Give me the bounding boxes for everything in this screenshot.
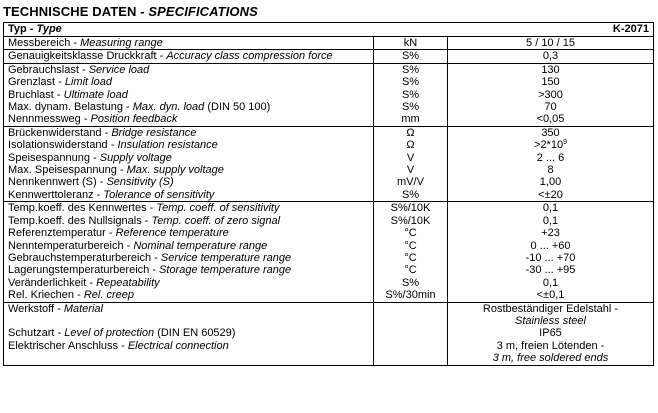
table-row: Schutzart - Level of protection (DIN EN 60529) IP65: [4, 327, 654, 339]
row-label: Isolationswiderstand - Insulation resistance: [4, 139, 374, 151]
row-unit: °C: [374, 264, 448, 276]
table-row: [4, 164, 654, 176]
row-label: Bruchlast - Ultimate load: [4, 89, 374, 101]
table-row: [4, 113, 654, 126]
row-value: <±20: [448, 189, 654, 202]
table-row: 3 m, free soldered ends: [4, 352, 654, 365]
row-unit: S%: [374, 63, 448, 76]
row-value: $>2*10^9$: [448, 139, 654, 151]
row-value: 1,00: [448, 176, 654, 188]
row-value: 8: [448, 164, 654, 176]
row-value: 5 / 10 / 15: [448, 37, 654, 50]
row-label: Messbereich - Measuring range: [4, 37, 374, 50]
table-row: [4, 189, 654, 202]
table-row: [4, 50, 654, 63]
row-value: 0,1: [448, 202, 654, 215]
row-label: Max. Speisespannung - Max. supply voltage: [4, 164, 374, 176]
row-value: 0,3: [448, 50, 654, 63]
row-unit: S%: [374, 189, 448, 202]
row-label: Nennkennwert (S) - Sensitivity (S): [4, 176, 374, 188]
row-label: Nennmessweg - Position feedback: [4, 113, 374, 126]
table-row: [4, 89, 654, 101]
row-unit: °C: [374, 227, 448, 239]
row-value: <0,05: [448, 113, 654, 126]
row-unit: S%/10K: [374, 202, 448, 215]
row-value: -10 ... +70: [448, 252, 654, 264]
row-value: 0,1: [448, 215, 654, 227]
row-label: Genauigkeitsklasse Druckkraft - Accuracy class compression force: [4, 50, 374, 63]
row-label: Speisespannung - Supply voltage: [4, 152, 374, 164]
table-row: [4, 63, 654, 76]
table-row: Elektrischer Anschluss - Electrical connection 3 m, freien Lötenden -: [4, 340, 654, 352]
row-value: 70: [448, 101, 654, 113]
row-unit: S%/30min: [374, 289, 448, 302]
row-unit: °C: [374, 240, 448, 252]
row-value: >300: [448, 89, 654, 101]
table-row: [4, 126, 654, 139]
row-label: Gebrauchslast - Service load: [4, 63, 374, 76]
row-unit: S%: [374, 101, 448, 113]
row-unit: V: [374, 164, 448, 176]
table-row: [4, 240, 654, 252]
row-unit: S%/10K: [374, 215, 448, 227]
table-row: Stainless steel: [4, 315, 654, 327]
row-unit: Ω: [374, 126, 448, 139]
table-row: [4, 152, 654, 164]
row-label: Veränderlichkeit - Repeatability: [4, 277, 374, 289]
row-value: +23: [448, 227, 654, 239]
row-value: 0,1: [448, 277, 654, 289]
row-unit: mm: [374, 113, 448, 126]
row-value: -30 ... +95: [448, 264, 654, 276]
table-row: [4, 264, 654, 276]
row-label: Gebrauchstemperaturbereich - Service temperature range: [4, 252, 374, 264]
row-label: Max. dynam. Belastung - Max. dyn. load (DIN 50 100): [4, 101, 374, 113]
row-value: <±0,1: [448, 289, 654, 302]
row-label: Kennwerttoleranz - Tolerance of sensitivity: [4, 189, 374, 202]
row-unit: °C: [374, 252, 448, 264]
row-label: Nenntemperaturbereich - Nominal temperature range: [4, 240, 374, 252]
spec-table: [3, 22, 654, 366]
table-row: [4, 76, 654, 88]
row-label: Rel. Kriechen - Rel. creep: [4, 289, 374, 302]
model-number: K-2071: [448, 23, 654, 37]
table-row: [4, 176, 654, 188]
row-unit: S%: [374, 89, 448, 101]
table-row: [4, 215, 654, 227]
row-value: 130: [448, 63, 654, 76]
row-unit: S%: [374, 76, 448, 88]
table-header: Typ - Type K-2071: [4, 23, 654, 37]
table-row: [4, 101, 654, 113]
table-row: [4, 277, 654, 289]
table-row: [4, 289, 654, 302]
row-unit: kN: [374, 37, 448, 50]
row-value: 350: [448, 126, 654, 139]
table-row: Werkstoff - Material Rostbeständiger Edelstahl -: [4, 302, 654, 315]
row-value: 150: [448, 76, 654, 88]
row-label: Brückenwiderstand - Bridge resistance: [4, 126, 374, 139]
table-row: [4, 252, 654, 264]
row-unit: S%: [374, 50, 448, 63]
row-label: Temp.koeff. des Nullsignals - Temp. coeff. of zero signal: [4, 215, 374, 227]
row-label: Lagerungstemperaturbereich - Storage temperature range: [4, 264, 374, 276]
page-title: TECHNISCHE DATEN - SPECIFICATIONS: [3, 4, 258, 19]
table-row: [4, 139, 654, 151]
row-label: Grenzlast - Limit load: [4, 76, 374, 88]
row-unit: V: [374, 152, 448, 164]
row-value: 2 ... 6: [448, 152, 654, 164]
row-label: Referenztemperatur - Reference temperature: [4, 227, 374, 239]
row-label: Temp.koeff. des Kennwertes - Temp. coeff. of sensitivity: [4, 202, 374, 215]
table-row: [4, 227, 654, 239]
row-unit: Ω: [374, 139, 448, 151]
row-value: 0 ... +60: [448, 240, 654, 252]
row-unit: S%: [374, 277, 448, 289]
table-row: [4, 202, 654, 215]
table-row: [4, 37, 654, 50]
row-unit: mV/V: [374, 176, 448, 188]
